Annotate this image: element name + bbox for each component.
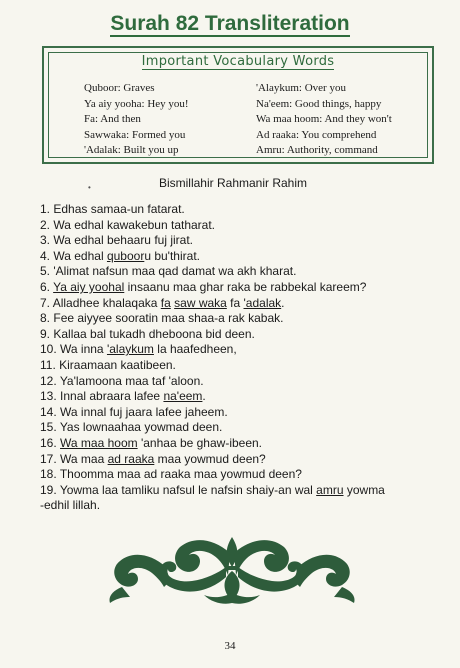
verse-line: [40, 249, 452, 265]
verse-number: 1.: [40, 202, 51, 216]
vocabulary-column-right: [256, 81, 392, 159]
verse-text: 'Alimat nafsun maa qad damat wa akh kharat.: [53, 264, 297, 279]
vocab-entry: Na'eem: Good things, happy: [256, 97, 382, 110]
verse-line: [40, 280, 452, 296]
verse-text: fa: [226, 295, 244, 310]
verse-line: [40, 218, 452, 234]
verse-line: [40, 420, 452, 436]
verse-text: Wa innal fuj jaara lafee jaheem.: [60, 404, 228, 419]
verse-line: [40, 358, 452, 374]
underlined-vocab-word: saw waka: [174, 295, 227, 310]
verse-text: la haafedheen,: [153, 342, 237, 357]
verse-number: 8.: [40, 311, 51, 326]
verse-text: Wa edhal: [53, 248, 107, 263]
vocab-entry: 'Adalak: Built you up: [84, 144, 179, 156]
stray-mark: •: [88, 183, 91, 192]
vocabulary-column-left: [84, 81, 189, 159]
verse-number: 15.: [40, 420, 57, 435]
verse-line: [40, 436, 452, 452]
verse-text: Yowma laa tamliku nafsul le nafsin shaiy-an wal: [59, 482, 317, 497]
verse-text: Kallaa bal tukadh dheboona bid deen.: [53, 326, 255, 341]
verse-number: 2.: [40, 217, 51, 232]
verse-text: Thoomma maa ad raaka maa yowmud deen?: [59, 467, 302, 482]
verse-text: Fee aiyyee sooratin maa shaa-a rak kabak.: [53, 311, 284, 326]
verse-line: [40, 202, 452, 218]
verse-text: Ya'lamoona maa taf 'aloon.: [59, 373, 204, 388]
underlined-vocab-word: na'eem: [163, 389, 203, 404]
verse-text: yowma: [343, 482, 385, 497]
verse-text: Alladhee khalaqaka: [52, 295, 161, 310]
page-number: 34: [224, 640, 236, 652]
arabesque-ornament-icon: [108, 533, 356, 605]
verse-line: [40, 311, 452, 327]
underlined-vocab-word: ad raaka: [107, 451, 155, 466]
verse-line: [40, 327, 452, 343]
verse-line: [40, 467, 452, 483]
verse-number: 19.: [40, 482, 57, 497]
verse-line: [40, 374, 452, 390]
vocab-entry: 'Alaykum: Over you: [256, 82, 346, 94]
verse-line: [40, 483, 452, 499]
verse-text: u bu'thirat.: [144, 248, 200, 263]
underlined-vocab-word: Wa maa hoom: [60, 435, 138, 450]
verse-line: [40, 342, 452, 358]
vocabulary-heading: Important Vocabulary Words: [141, 54, 335, 69]
verse-number: 16.: [40, 435, 57, 450]
verse-number: 3.: [40, 233, 51, 248]
verse-text: Edhas samaa-un fatarat.: [53, 202, 185, 216]
verse-number: 10.: [40, 342, 57, 357]
verse-text: Wa edhal kawakebun tatharat.: [53, 217, 216, 232]
vocab-entry: Amru: Authority, command: [256, 144, 378, 156]
bismillah-line: Bismillahir Rahmanir Rahim: [158, 176, 308, 190]
verse-text: Wa edhal behaaru fuj jirat.: [53, 233, 193, 248]
verse-number: 14.: [40, 404, 57, 419]
underlined-vocab-word: quboor: [106, 248, 145, 263]
verse-text: maa yowmud deen?: [154, 451, 266, 466]
underlined-vocab-word: Ya aiy yoohal: [53, 279, 125, 294]
vocab-entry: Ya aiy yooha: Hey you!: [84, 97, 189, 110]
verse-text: Wa maa: [60, 451, 108, 466]
verse-number: 13.: [40, 389, 57, 404]
vocab-entry: Quboor: Graves: [84, 82, 155, 94]
verse-text: 'anhaa be ghaw-ibeen.: [137, 435, 263, 450]
underlined-vocab-word: amru: [316, 482, 344, 497]
verse-number: 6.: [40, 279, 51, 294]
verse-continuation: -edhil lillah.: [40, 498, 101, 513]
verse-number: 5.: [40, 264, 51, 279]
vocab-entry: Sawwaka: Formed you: [84, 128, 186, 141]
verse-line: [40, 389, 452, 405]
underlined-vocab-word: 'alaykum: [106, 342, 154, 357]
vocab-entry: Fa: And then: [84, 113, 141, 125]
verse-text: insaanu maa ghar raka be rabbekal kareem?: [124, 279, 367, 294]
verse-number: 12.: [40, 373, 57, 388]
verse-text: Innal abraara lafee: [60, 389, 164, 404]
underlined-vocab-word: fa: [160, 295, 171, 310]
page-title: Surah 82 Transliteration: [110, 12, 350, 35]
verse-number: 11.: [40, 357, 56, 372]
verse-text: .: [281, 295, 285, 310]
verse-number: 9.: [40, 326, 51, 341]
verse-number: 18.: [40, 467, 57, 482]
verse-number: 17.: [40, 451, 57, 466]
verse-text: Kiraamaan kaatibeen.: [59, 357, 176, 372]
verse-line: [40, 405, 452, 421]
verse-list: [40, 202, 452, 514]
verse-line: [40, 264, 452, 280]
vocabulary-box: [42, 46, 434, 164]
underlined-vocab-word: 'adalak: [243, 295, 282, 310]
verse-number: 4.: [40, 248, 51, 263]
vocab-entry: Ad raaka: You comprehend: [256, 128, 377, 141]
verse-number: 7.: [40, 295, 51, 310]
verse-line: [40, 296, 452, 312]
verse-text: Yas lownaahaa yowmad deen.: [59, 420, 223, 435]
verse-line: [40, 452, 452, 468]
vocab-entry: Wa maa hoom: And they won't: [256, 113, 392, 125]
verse-line: [40, 233, 452, 249]
verse-text: Wa inna: [60, 342, 107, 357]
verse-text: .: [202, 389, 206, 404]
